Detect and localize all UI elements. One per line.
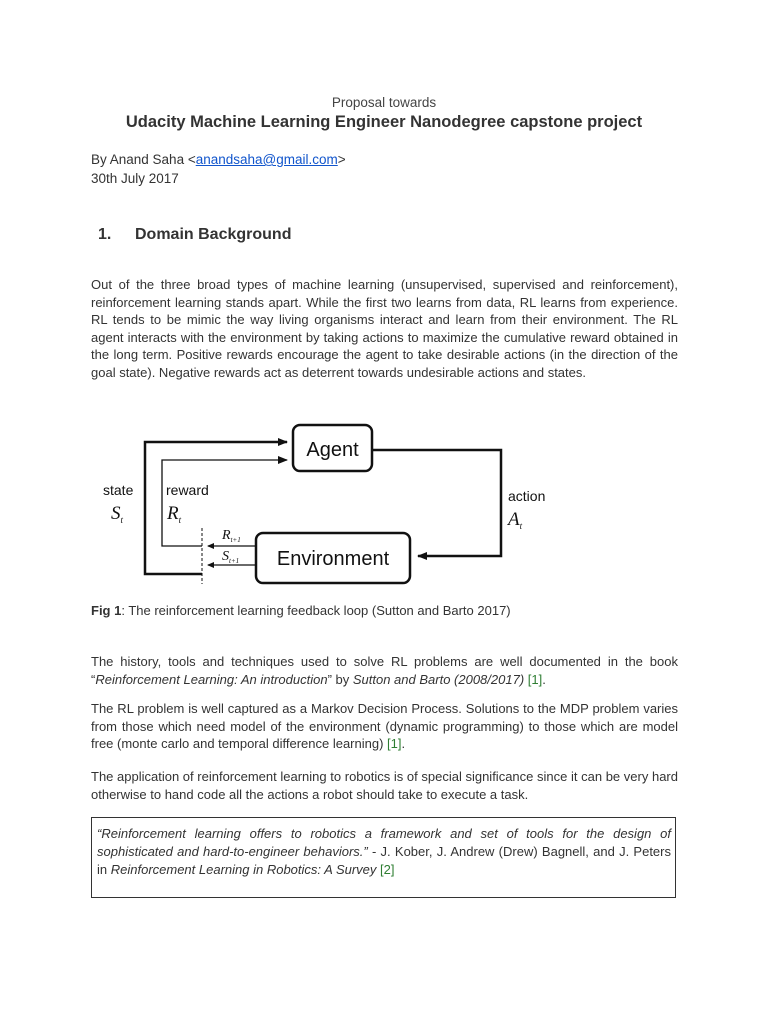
- paragraph-mdp: [91, 700, 678, 753]
- document-title: Udacity Machine Learning Engineer Nanodegree capstone project: [125, 113, 643, 131]
- paragraph-intro: Out of the three broad types of machine learning (unsupervised, supervised and reinforcement), reinforcement learning stands apart. While the first two learns from data, RL learns from experience. RL tends to be mimic the way living organisms interact and learn from their environment. The RL agent interacts with the environment by taking actions to maximize the cumulative reward obtained in the long term. Positive rewards encourage the agent to take desirable actions (in the direction of the goal state). Negative rewards act as deterrent towards undesirable actions and states.: [91, 277, 678, 380]
- author-email-link[interactable]: anandsaha@gmail.com: [195, 152, 338, 167]
- paragraph-robotics: The application of reinforcement learning to robotics is of special significance since it can be very hard otherwise to hand code all the actions a robot should take to execute a task.: [91, 769, 678, 802]
- quote-text: [97, 825, 671, 879]
- section-heading: [98, 226, 291, 244]
- p2-text-by: ” by: [327, 671, 353, 687]
- state-label: state: [103, 482, 134, 498]
- p3-text: The RL problem is well captured as a Markov Decision Process. Solutions to the MDP problem varies from those which need model of the environment (dynamic programming) to those which are model free (monte carlo and temporal difference learning): [91, 701, 678, 751]
- p2-end: .: [542, 671, 546, 687]
- next-reward-symbol: $R_{t+1}$: [222, 528, 241, 544]
- p2-authors: Sutton and Barto (2008/2017): [352, 671, 525, 687]
- quote-attribution: - J. Kober, J. Andrew (Drew) Bagnell, and J. Peters in: [97, 844, 671, 877]
- reward-label: reward: [166, 482, 209, 498]
- p2-book-title: Reinforcement Learning: An introduction: [95, 671, 328, 687]
- state-symbol: $S_t$: [111, 503, 124, 525]
- author-suffix: >: [337, 152, 346, 167]
- pre-title: Proposal towards: [331, 95, 437, 110]
- action-symbol: $A_t$: [508, 509, 523, 531]
- figure-caption-text: : The reinforcement learning feedback loop (Sutton and Barto 2017): [121, 603, 511, 618]
- figure-label: Fig 1: [91, 603, 122, 618]
- reference-link-1b[interactable]: [1]: [387, 736, 402, 751]
- next-state-symbol: $S_{t+1}$: [222, 549, 240, 565]
- rl-feedback-diagram: [90, 420, 546, 590]
- environment-label: Environment: [276, 548, 390, 570]
- quote-body: “Reinforcement learning offers to robotics a framework and set of tools for the design of sophisticated and hard-to-engineer behaviors.”: [97, 826, 671, 859]
- quote-source: Reinforcement Learning in Robotics: A Survey: [110, 862, 377, 877]
- document-date: 30th July 2017: [91, 171, 179, 186]
- agent-label: Agent: [306, 439, 359, 461]
- author-line: [91, 152, 346, 167]
- reward-symbol: $R_t$: [167, 503, 182, 525]
- p2-text: The history, tools and techniques used to solve RL problems are well documented in the book “: [91, 654, 678, 687]
- author-prefix: By Anand Saha <: [91, 152, 196, 167]
- reference-link-1[interactable]: [1]: [527, 671, 543, 687]
- reference-link-2[interactable]: [2]: [380, 862, 395, 877]
- paragraph-history: [91, 653, 678, 688]
- figure-caption: [91, 603, 511, 618]
- p3-end: .: [401, 736, 406, 751]
- section-number: 1.: [98, 226, 112, 243]
- section-title: Domain Background: [135, 226, 292, 243]
- action-label: action: [508, 488, 546, 504]
